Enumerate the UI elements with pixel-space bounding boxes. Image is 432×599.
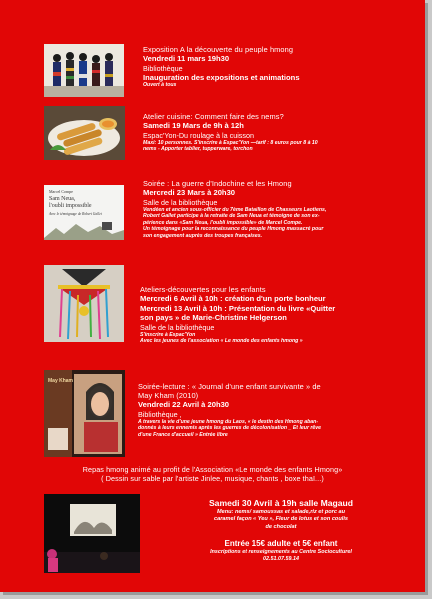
dolls-illustration: [44, 44, 124, 97]
dinner-contact-line2: 02.51.07.59.14: [263, 556, 299, 563]
event-place: Salle de la bibliothèque: [143, 197, 218, 207]
event-date-line: Mercredi 6 Avril à 10h : création d'un porte bonheur: [140, 294, 326, 303]
event-note-line: Maxi: 10 personnes. S'inscrire à Espac'Yon —tarif : 8 euros pour 8 à 10: [143, 139, 318, 146]
event-note-line: son engagement auprès des troupes françaises.: [143, 232, 263, 239]
event-note-line: donnés à leurs ennemis après les guerres de décolonisation _ Et leur rêve: [138, 425, 322, 432]
event-children-workshops: [140, 285, 420, 345]
book-author: Marcel Compe: [49, 189, 73, 194]
event-date-line: Mercredi 13 Avril à 10h : Présentation du livre «Quitter: [140, 303, 336, 313]
event-note-line: Avec les jeunes de l'association « Le monde des enfants hmong »: [140, 338, 303, 345]
dinner-menu-line: Menu: nems/ samoussas et salade,riz et porc au: [216, 509, 346, 515]
event-soiree-indochine: [143, 179, 418, 239]
spring-rolls-illustration: [44, 106, 125, 160]
event-title: Exposition A la découverte du peuple hmong: [143, 45, 294, 54]
dinner-contact-line1: Inscriptions et renseignements au Centre Socioculturel: [210, 549, 352, 556]
event-date: Vendredi 22 Avril à 20h30: [138, 400, 230, 409]
book-spine-text: May Kham: [48, 378, 74, 384]
event-date: Mercredi 23 Mars à 20h30: [143, 188, 236, 197]
event-title: Atelier cuisine: Comment faire des nems?: [143, 112, 284, 121]
dinner-details: [150, 498, 412, 563]
event-place: Salle de la bibliothèque: [140, 322, 215, 332]
event-note-line: A travers la vie d'une jeune hmong du Laos, « le destin des Hmong aban-: [138, 418, 319, 425]
event-note: Ouvert à tous: [143, 82, 177, 88]
spring-rolls-photo: [44, 106, 125, 160]
hmong-textile-charm-photo: [44, 265, 124, 342]
event-place: Espac'Yon-Du roulage à la cuisson: [143, 130, 254, 140]
dinner-menu-line: de chocolat: [265, 523, 297, 530]
dinner-date: Samedi 30 Avril à 19h salle Magaud: [208, 498, 354, 508]
dinner-menu-line: caramel façon « Yeu », Fleur de lotus et son coulis: [214, 516, 348, 523]
event-note-line: d'une France d'accueil » Entrée libre: [138, 431, 228, 438]
book-subtitle: Avec le témoignage de Robert Gallet: [49, 212, 102, 216]
event-place: Bibliothèque ,: [138, 409, 182, 419]
book-title-line1: Sam Neua,: [49, 196, 76, 202]
book-cover-photo: [44, 185, 124, 240]
event-note-line: Vendéen et ancien sous-officier du 7ème Bataillon de Chasseurs Laotiens,: [143, 206, 327, 213]
event-title: Ateliers-découvertes pour les enfants: [140, 285, 266, 294]
sand-drawing-performance-photo: [44, 494, 140, 573]
dinner-price: Entrée 15€ adulte et 5€ enfant: [224, 539, 338, 549]
hmong-dolls-photo: [44, 44, 124, 97]
event-reading: [138, 382, 423, 438]
event-title: Soirée : La guerre d'Indochine et les Hmong: [143, 179, 292, 188]
textile-charm-illustration: [44, 265, 124, 342]
event-place: Bibliothèque: [143, 63, 183, 73]
event-note-line: périence dans «Sam Neua, l'oubli impossible» de Marcel Compe.: [143, 219, 303, 226]
dinner-header: [0, 465, 425, 483]
event-title-line: May Kham (2010): [138, 391, 199, 400]
book-title-line2: l'oubli impossible: [49, 203, 92, 209]
event-note-line: Un témoignage pour la reconnaissance du peuple Hmong massacré pour: [143, 226, 324, 233]
event-date-line: son pays » de Marie-Christine Helgerson: [140, 313, 287, 322]
dinner-header-line2: ( Dessin sur sable par l'artiste Jinlee, musique, chants , boxe thaï...): [101, 474, 324, 483]
event-date: Vendredi 11 mars 19h30: [143, 54, 230, 63]
event-detail: Inauguration des expositions et animations: [143, 72, 300, 82]
event-cooking: [143, 112, 418, 153]
dinner-header-line1: Repas hmong animé au profit de l'Association «Le monde des enfants Hmong»: [82, 465, 343, 474]
event-date: Samedi 19 Mars de 9h à 12h: [143, 121, 244, 130]
event-note-line: S'inscrire à Espac'Yon: [140, 331, 196, 338]
event-title-line: Soirée-lecture : « Journal d'une enfant survivante » de: [138, 382, 321, 391]
book-landscape-art: [44, 220, 124, 240]
event-note-line: Robert Gallet participe à la retraite de Sam Neua et témoigne de son ex-: [143, 213, 320, 220]
event-exposition: [143, 45, 413, 89]
performance-illustration: [44, 494, 140, 573]
event-note-line: nems - Apporter tablier, tupperware, torchon: [143, 146, 253, 153]
may-kham-book-photo: [44, 370, 125, 457]
